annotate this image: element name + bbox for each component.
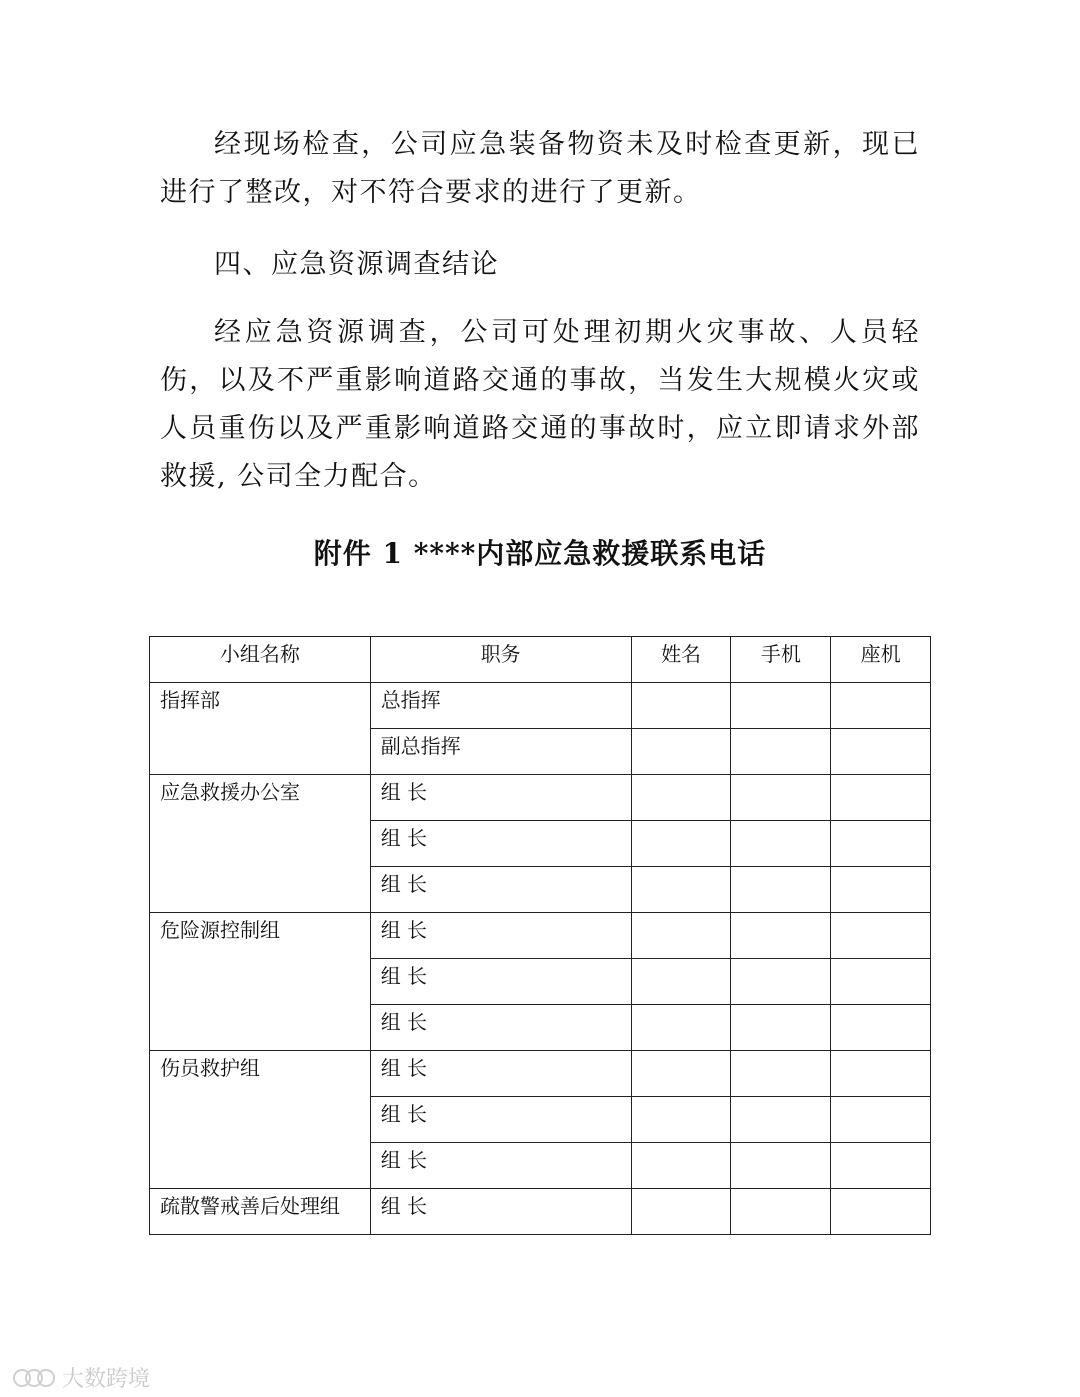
watermark bbox=[12, 1362, 150, 1393]
landline-cell bbox=[831, 775, 931, 821]
position-cell: 组 长 bbox=[370, 1143, 631, 1189]
mobile-cell bbox=[731, 1051, 831, 1097]
position-cell: 组 长 bbox=[370, 1097, 631, 1143]
mobile-cell bbox=[731, 683, 831, 729]
position-cell: 副总指挥 bbox=[370, 729, 631, 775]
watermark-logo-icon bbox=[12, 1366, 56, 1390]
header-landline: 座机 bbox=[831, 637, 931, 683]
mobile-cell bbox=[731, 1189, 831, 1235]
mobile-cell bbox=[731, 821, 831, 867]
name-cell bbox=[631, 1143, 731, 1189]
table-row bbox=[150, 683, 931, 729]
landline-cell bbox=[831, 867, 931, 913]
mobile-cell bbox=[731, 1097, 831, 1143]
landline-cell bbox=[831, 959, 931, 1005]
table-header-row bbox=[150, 637, 931, 683]
mobile-cell bbox=[731, 729, 831, 775]
landline-cell bbox=[831, 1051, 931, 1097]
mobile-cell bbox=[731, 867, 831, 913]
landline-cell bbox=[831, 821, 931, 867]
landline-cell bbox=[831, 1097, 931, 1143]
mobile-cell bbox=[731, 913, 831, 959]
name-cell bbox=[631, 729, 731, 775]
table-body bbox=[150, 683, 931, 1235]
watermark-text: 大数跨境 bbox=[62, 1367, 151, 1392]
name-cell bbox=[631, 821, 731, 867]
name-cell bbox=[631, 867, 731, 913]
position-cell: 组 长 bbox=[370, 867, 631, 913]
group-name-cell: 疏散警戒善后处理组 bbox=[150, 1189, 371, 1235]
landline-cell bbox=[831, 1189, 931, 1235]
position-cell: 组 长 bbox=[370, 1189, 631, 1235]
name-cell bbox=[631, 683, 731, 729]
name-cell bbox=[631, 1097, 731, 1143]
group-name-cell: 危险源控制组 bbox=[150, 913, 371, 1051]
position-cell: 组 长 bbox=[370, 821, 631, 867]
group-name-cell: 伤员救护组 bbox=[150, 1051, 371, 1189]
paragraph-inspection: 经现场检查，公司应急装备物资未及时检查更新，现已进行了整改，对不符合要求的进行了更新。 bbox=[160, 129, 920, 208]
name-cell bbox=[631, 959, 731, 1005]
landline-cell bbox=[831, 683, 931, 729]
name-cell bbox=[631, 1005, 731, 1051]
mobile-cell bbox=[731, 959, 831, 1005]
mobile-cell bbox=[731, 775, 831, 821]
position-cell: 组 长 bbox=[370, 959, 631, 1005]
position-cell: 组 长 bbox=[370, 913, 631, 959]
position-cell: 组 长 bbox=[370, 1051, 631, 1097]
position-cell: 组 长 bbox=[370, 1005, 631, 1051]
landline-cell bbox=[831, 1005, 931, 1051]
mobile-cell bbox=[731, 1143, 831, 1189]
attachment-title: 附件 1 ****内部应急救援联系电话 bbox=[313, 537, 767, 570]
position-cell: 总指挥 bbox=[370, 683, 631, 729]
mobile-cell bbox=[731, 1005, 831, 1051]
table-row bbox=[150, 1051, 931, 1097]
header-position: 职务 bbox=[370, 637, 631, 683]
group-name-cell: 应急救援办公室 bbox=[150, 775, 371, 913]
group-name-cell: 指挥部 bbox=[150, 683, 371, 775]
name-cell bbox=[631, 775, 731, 821]
header-group-name: 小组名称 bbox=[150, 637, 371, 683]
paragraph-conclusion: 经应急资源调查，公司可处理初期火灾事故、人员轻伤，以及不严重影响道路交通的事故，当发生大规模火灾或人员重伤以及严重影响道路交通的事故时，应立即请求外部救援, 公司全力配合。 bbox=[160, 317, 920, 492]
table-row bbox=[150, 913, 931, 959]
landline-cell bbox=[831, 913, 931, 959]
name-cell bbox=[631, 1189, 731, 1235]
landline-cell bbox=[831, 1143, 931, 1189]
name-cell bbox=[631, 1051, 731, 1097]
table-row bbox=[150, 775, 931, 821]
landline-cell bbox=[831, 729, 931, 775]
header-mobile: 手机 bbox=[731, 637, 831, 683]
section-heading: 四、应急资源调查结论 bbox=[214, 249, 499, 280]
contact-table bbox=[149, 636, 931, 1235]
table-row bbox=[150, 1189, 931, 1235]
header-name: 姓名 bbox=[631, 637, 731, 683]
position-cell: 组 长 bbox=[370, 775, 631, 821]
name-cell bbox=[631, 913, 731, 959]
